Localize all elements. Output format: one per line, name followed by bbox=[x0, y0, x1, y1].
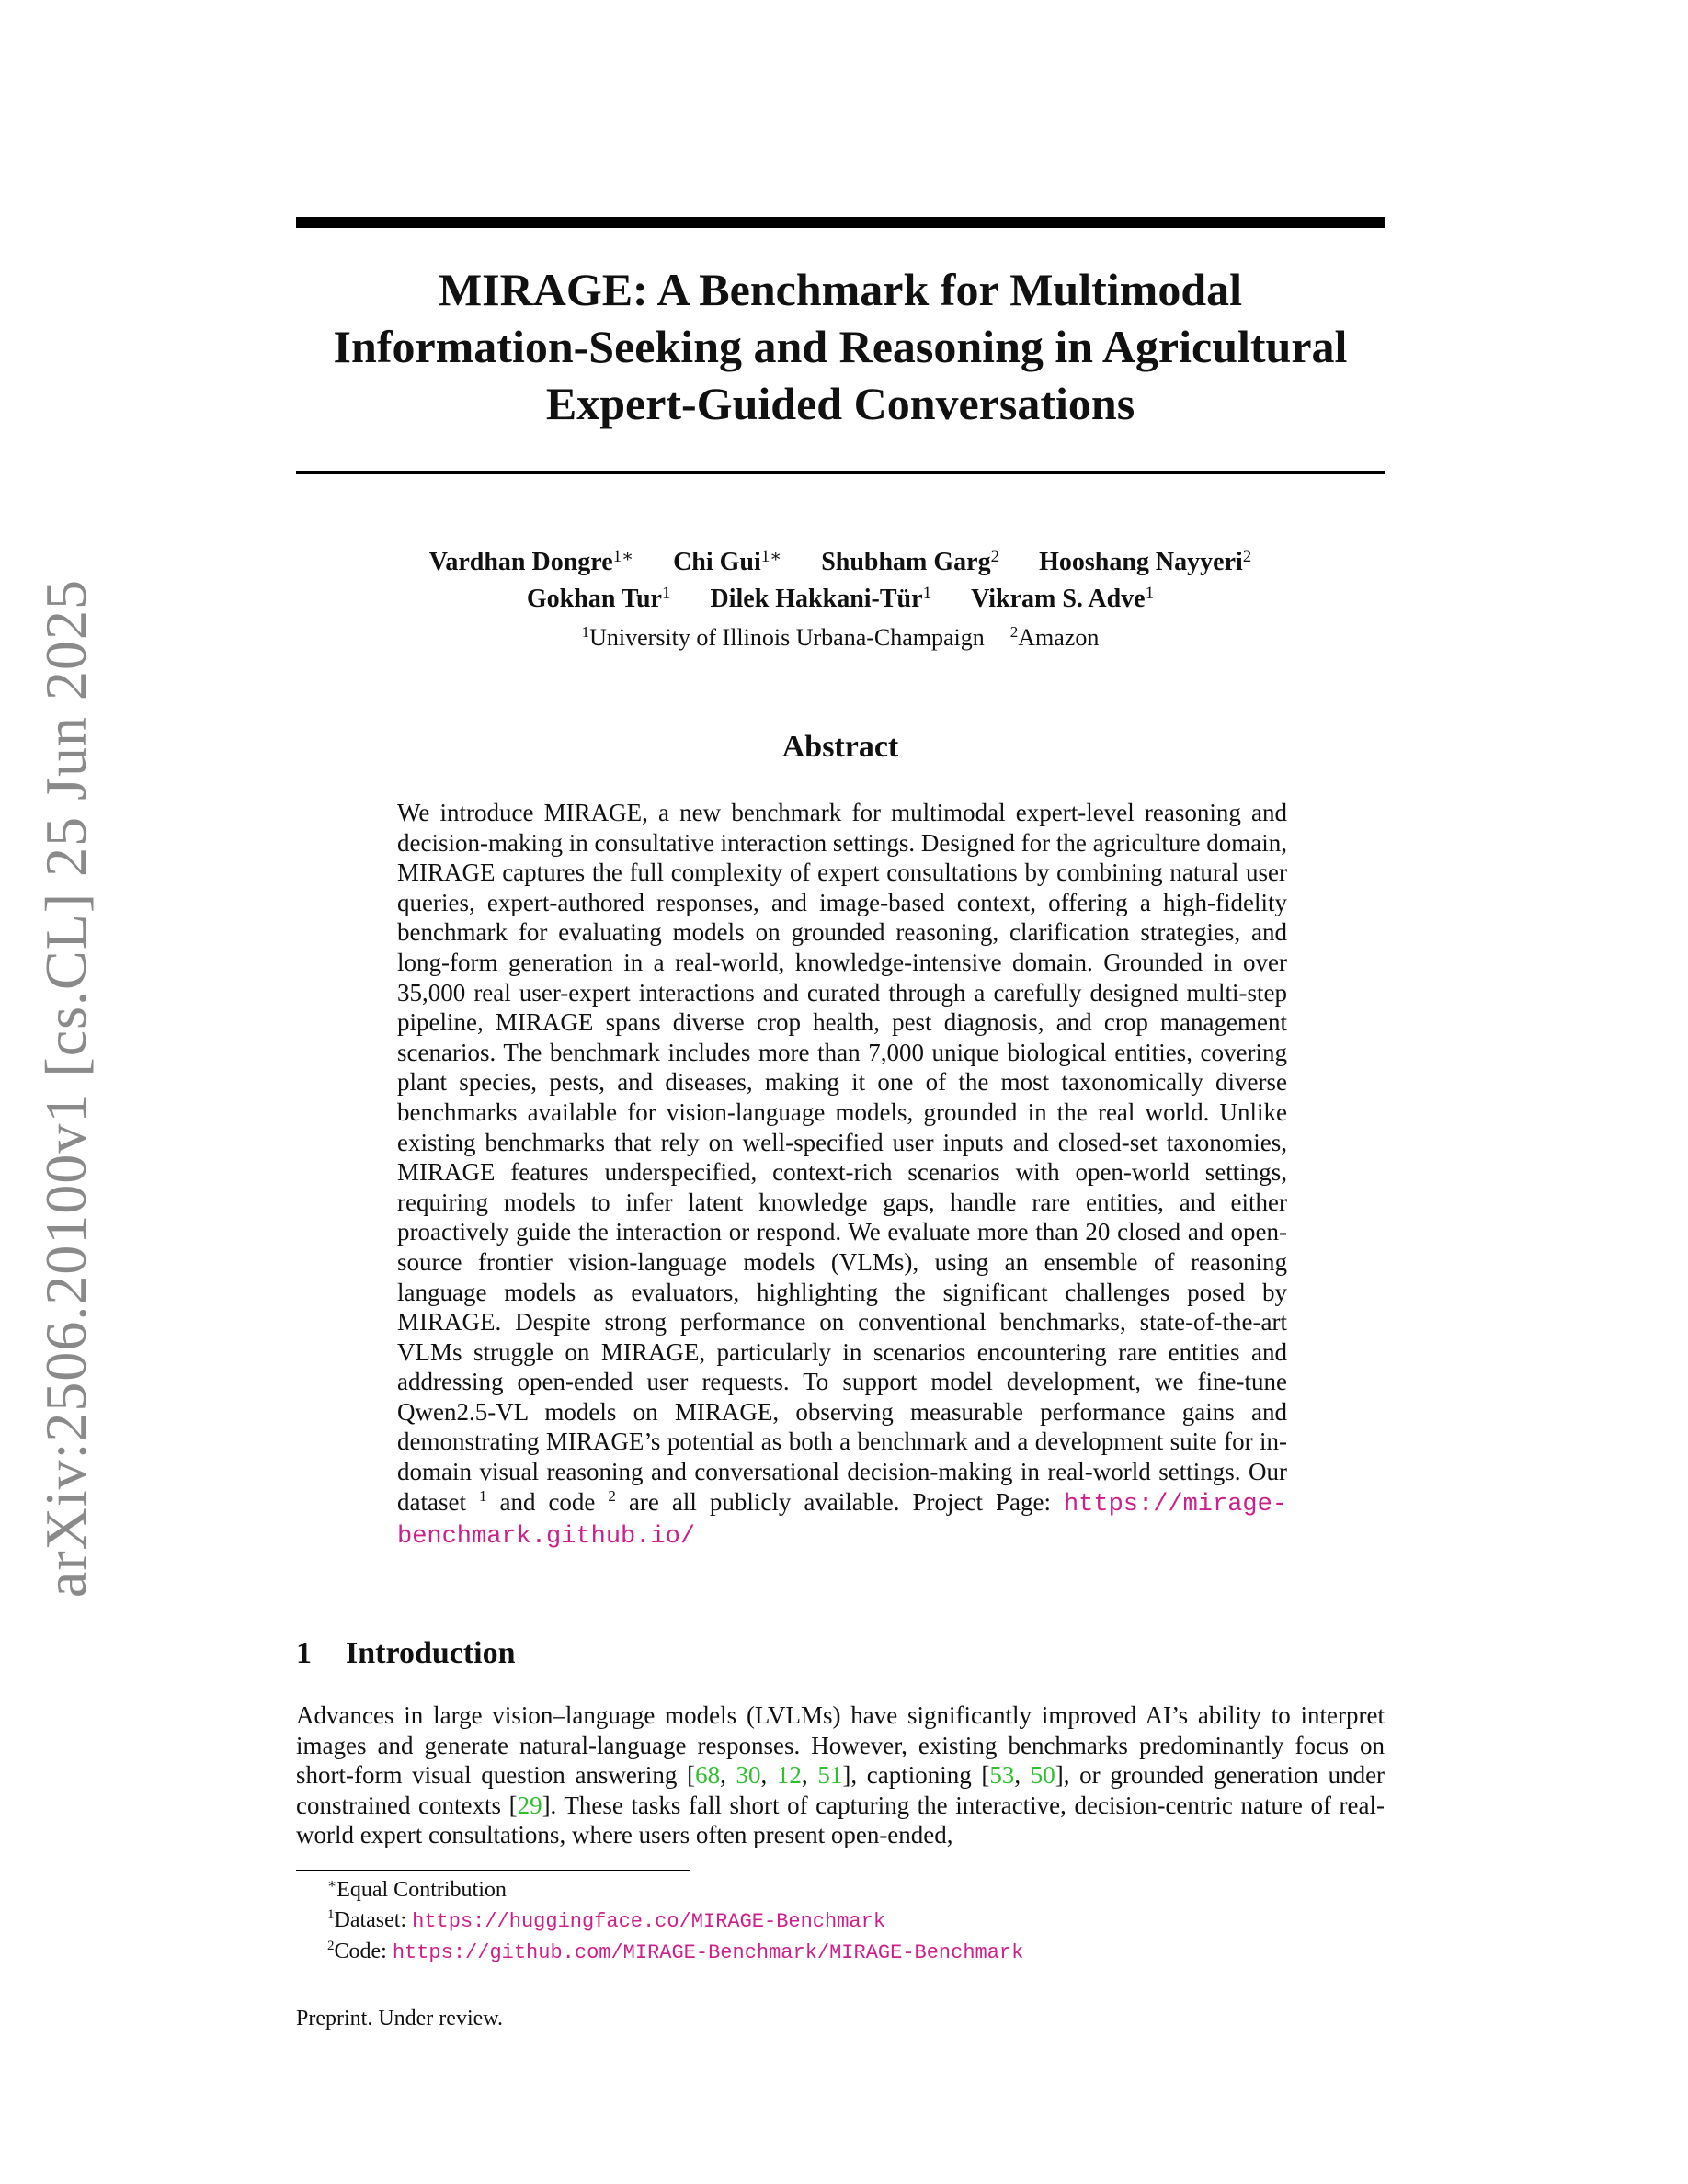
author-list bbox=[296, 544, 1385, 618]
preprint-note: Preprint. Under review. bbox=[296, 2007, 504, 2030]
citation-link[interactable]: 51 bbox=[817, 1761, 843, 1790]
affiliation: $^1$University of Illinois Urbana-Champaign bbox=[581, 623, 985, 651]
footnote: ∗Equal Contribution bbox=[327, 1877, 507, 1902]
footnote: $^2$Code: https://github.com/MIRAGE-Benchmark/MIRAGE-Benchmark bbox=[327, 1939, 1024, 1964]
section-number: 1 bbox=[296, 1636, 312, 1670]
author: Chi Gui$^{1∗}$ bbox=[673, 547, 782, 576]
introduction-paragraph: Advances in large vision–language models (LVLMs) have significantly improved AI’s ability to interpret images and generate natural-language responses. However, existing benchmarks predominantly focus on short-form visual question answering [68, 30, 12, 51], captioning [53, 50], or grounded generation under constrained contexts [29]. These tasks fall short of capturing the interactive, decision-centric nature of real-world expert consultations, where users often present open-ended, bbox=[296, 1701, 1386, 1849]
footnotes bbox=[327, 1875, 1023, 1968]
footnote-ref[interactable]: 1 bbox=[478, 1486, 487, 1505]
citation-link[interactable]: 30 bbox=[736, 1761, 761, 1790]
citation-link[interactable]: 68 bbox=[695, 1761, 721, 1790]
footnote-ref[interactable]: 2 bbox=[608, 1486, 616, 1505]
arxiv-stamp bbox=[29, 578, 103, 1598]
author-row bbox=[296, 544, 1385, 581]
section-title: Introduction bbox=[346, 1636, 516, 1670]
citation-link[interactable]: 50 bbox=[1030, 1761, 1055, 1790]
author: Vikram S. Adve$^1$ bbox=[971, 584, 1155, 613]
author-row bbox=[296, 581, 1385, 618]
footnote-rule bbox=[296, 1870, 690, 1871]
citation-link[interactable]: 53 bbox=[989, 1761, 1015, 1790]
project-page-link[interactable]: https://mirage-benchmark.github.io/ bbox=[397, 1490, 1288, 1552]
title-line: Expert-Guided Conversations bbox=[545, 378, 1135, 429]
author: Hooshang Nayyeri$^2$ bbox=[1039, 547, 1252, 576]
section-heading-introduction bbox=[296, 1634, 1385, 1673]
affiliation: $^2$Amazon bbox=[1009, 623, 1100, 651]
author: Dilek Hakkani-Tür$^1$ bbox=[710, 584, 932, 613]
citation-link[interactable]: 29 bbox=[517, 1791, 542, 1819]
author: Vardhan Dongre$^{1∗}$ bbox=[428, 547, 634, 576]
arxiv-identifier: arXiv:2506.20100v1 [cs.CL] 25 Jun 2025 bbox=[33, 578, 98, 1598]
footnote: $^1$Dataset: https://huggingface.co/MIRAGE-Benchmark bbox=[327, 1907, 886, 1933]
paper-title bbox=[296, 261, 1385, 432]
abstract-body: We introduce MIRAGE, a new benchmark for multimodal expert-level reasoning and decision-making in consultative interaction settings. Designed for the agriculture domain, MIRAGE captures the full complexity of expert consultations by combining natural user queries, expert-authored responses, and image-based context, offering a high-fidelity benchmark for evaluating models on grounded reasoning, clarification strategies, and long-form generation in a real-world, knowledge-intensive domain. Grounded in over 35,000 real user-expert interactions and curated through a carefully designed multi-step pipeline, MIRAGE spans diverse crop health, pest diagnosis, and crop management scenarios. The benchmark includes more than 7,000 unique biological entities, covering plant species, pests, and diseases, making it one of the most taxonomically diverse benchmarks available for vision-language models, grounded in the real world. Unlike existing benchmarks that rely on well-specified user inputs and closed-set taxonomies, MIRAGE features underspecified, context-rich scenarios with open-world settings, requiring models to infer latent knowledge gaps, handle rare entities, and either proactively guide the interaction or respond. We evaluate more than 20 closed and open-source frontier vision-language models (VLMs), using an ensemble of reasoning language models as evaluators, highlighting the significant challenges posed by MIRAGE. Despite strong performance on conventional benchmarks, state-of-the-art VLMs struggle on MIRAGE, particularly in scenarios encountering rare entities and addressing open-ended user requests. To support model development, we fine-tune Qwen2.5-VL models on MIRAGE, observing measurable performance gains and demonstrating MIRAGE’s potential as both a benchmark and a development suite for in-domain visual reasoning and conversational decision-making in real-world settings. Our dataset $^1$ and code $^2$ are all publicly available. Project Page: https://mirage-benchmark.github.io/ bbox=[397, 799, 1288, 1552]
citation-link[interactable]: 12 bbox=[776, 1761, 802, 1790]
dataset-link[interactable]: https://huggingface.co/MIRAGE-Benchmark bbox=[412, 1910, 886, 1933]
author: Gokhan Tur$^1$ bbox=[526, 584, 671, 613]
title-line: MIRAGE: A Benchmark for Multimodal bbox=[438, 264, 1243, 315]
title-line: Information-Seeking and Reasoning in Agricultural bbox=[333, 321, 1348, 372]
abstract-heading: Abstract bbox=[781, 730, 899, 764]
title-rule-top bbox=[296, 217, 1385, 228]
code-link[interactable]: https://github.com/MIRAGE-Benchmark/MIRAGE-Benchmark bbox=[392, 1941, 1024, 1964]
affiliations bbox=[296, 621, 1385, 654]
author: Shubham Garg$^2$ bbox=[821, 547, 1000, 576]
title-rule-bottom bbox=[296, 471, 1385, 474]
